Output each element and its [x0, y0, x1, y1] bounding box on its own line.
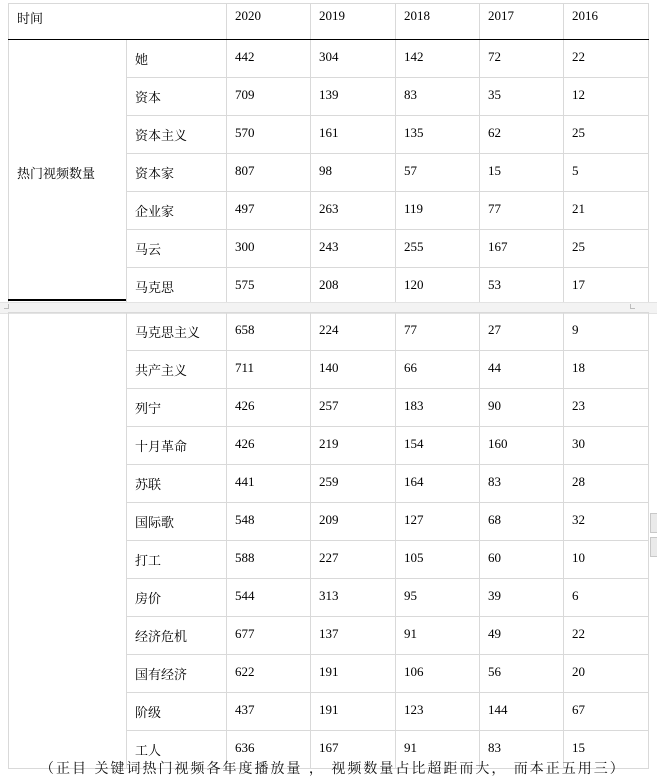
value-cell: 6 [564, 579, 649, 617]
value-cell: 167 [480, 230, 564, 268]
value-cell: 27 [480, 313, 564, 351]
table-row [9, 313, 649, 351]
term-cell: 她 [127, 40, 227, 78]
table-caption: （正目 关键词热门视频各年度播放量 ， 视频数量占比超距而大， 而本正五用三） [40, 761, 626, 777]
term-cell: 马云 [127, 230, 227, 268]
value-cell: 164 [396, 465, 480, 503]
value-cell: 711 [227, 351, 311, 389]
term-cell: 列宁 [127, 389, 227, 427]
page-corner-mark [4, 304, 9, 309]
value-cell: 44 [480, 351, 564, 389]
value-cell: 17 [564, 268, 649, 306]
value-cell: 548 [227, 503, 311, 541]
value-cell: 127 [396, 503, 480, 541]
term-cell: 马克思主义 [127, 313, 227, 351]
value-cell: 106 [396, 655, 480, 693]
value-cell: 15 [564, 731, 649, 769]
value-cell: 66 [396, 351, 480, 389]
value-cell: 636 [227, 731, 311, 769]
term-cell: 国际歌 [127, 503, 227, 541]
value-cell: 442 [227, 40, 311, 78]
section-underline [8, 299, 126, 301]
value-cell: 243 [311, 230, 396, 268]
value-cell: 98 [311, 154, 396, 192]
term-cell: 马克思 [127, 268, 227, 306]
value-cell: 304 [311, 40, 396, 78]
value-cell: 154 [396, 427, 480, 465]
value-cell: 56 [480, 655, 564, 693]
value-cell: 28 [564, 465, 649, 503]
value-cell: 91 [396, 617, 480, 655]
scroll-handle[interactable] [650, 537, 657, 557]
value-cell: 83 [396, 78, 480, 116]
value-cell: 77 [396, 313, 480, 351]
value-cell: 142 [396, 40, 480, 78]
value-cell: 257 [311, 389, 396, 427]
term-cell: 打工 [127, 541, 227, 579]
value-cell: 60 [480, 541, 564, 579]
value-cell: 570 [227, 116, 311, 154]
term-cell: 经济危机 [127, 617, 227, 655]
value-cell: 167 [311, 731, 396, 769]
value-cell: 139 [311, 78, 396, 116]
value-cell: 123 [396, 693, 480, 731]
term-cell: 资本 [127, 78, 227, 116]
value-cell: 437 [227, 693, 311, 731]
value-cell: 32 [564, 503, 649, 541]
value-cell: 67 [564, 693, 649, 731]
term-cell: 企业家 [127, 192, 227, 230]
value-cell: 10 [564, 541, 649, 579]
value-cell: 77 [480, 192, 564, 230]
value-cell: 160 [480, 427, 564, 465]
value-cell: 68 [480, 503, 564, 541]
value-cell: 15 [480, 154, 564, 192]
value-cell: 709 [227, 78, 311, 116]
value-cell: 95 [396, 579, 480, 617]
value-cell: 22 [564, 617, 649, 655]
value-cell: 25 [564, 230, 649, 268]
value-cell: 255 [396, 230, 480, 268]
value-cell: 658 [227, 313, 311, 351]
value-cell: 83 [480, 465, 564, 503]
value-cell: 208 [311, 268, 396, 306]
value-cell: 263 [311, 192, 396, 230]
value-cell: 91 [396, 731, 480, 769]
value-cell: 426 [227, 427, 311, 465]
value-cell: 313 [311, 579, 396, 617]
year-header: 2018 [396, 4, 480, 40]
term-cell: 资本家 [127, 154, 227, 192]
value-cell: 83 [480, 731, 564, 769]
value-cell: 161 [311, 116, 396, 154]
value-cell: 105 [396, 541, 480, 579]
value-cell: 622 [227, 655, 311, 693]
year-header: 2020 [227, 4, 311, 40]
value-cell: 62 [480, 116, 564, 154]
value-cell: 191 [311, 693, 396, 731]
value-cell: 191 [311, 655, 396, 693]
year-header: 2017 [480, 4, 564, 40]
value-cell: 35 [480, 78, 564, 116]
value-cell: 300 [227, 230, 311, 268]
value-cell: 588 [227, 541, 311, 579]
value-cell: 119 [396, 192, 480, 230]
value-cell: 39 [480, 579, 564, 617]
value-cell: 183 [396, 389, 480, 427]
value-cell: 497 [227, 192, 311, 230]
value-cell: 227 [311, 541, 396, 579]
value-cell: 544 [227, 579, 311, 617]
value-cell: 49 [480, 617, 564, 655]
term-cell: 共产主义 [127, 351, 227, 389]
value-cell: 426 [227, 389, 311, 427]
value-cell: 224 [311, 313, 396, 351]
group-label: 热门视频数量 [9, 40, 127, 306]
value-cell: 20 [564, 655, 649, 693]
value-cell: 5 [564, 154, 649, 192]
value-cell: 259 [311, 465, 396, 503]
value-cell: 140 [311, 351, 396, 389]
value-cell: 135 [396, 116, 480, 154]
value-cell: 12 [564, 78, 649, 116]
value-cell: 137 [311, 617, 396, 655]
value-cell: 30 [564, 427, 649, 465]
term-cell: 房价 [127, 579, 227, 617]
term-cell: 苏联 [127, 465, 227, 503]
term-cell: 十月革命 [127, 427, 227, 465]
value-cell: 18 [564, 351, 649, 389]
keyword-table-page2 [8, 312, 649, 769]
value-cell: 21 [564, 192, 649, 230]
value-cell: 441 [227, 465, 311, 503]
table-header-row [9, 4, 649, 40]
value-cell: 209 [311, 503, 396, 541]
term-cell: 工人 [127, 731, 227, 769]
year-header: 2019 [311, 4, 396, 40]
value-cell: 23 [564, 389, 649, 427]
value-cell: 90 [480, 389, 564, 427]
value-cell: 25 [564, 116, 649, 154]
value-cell: 144 [480, 693, 564, 731]
header-label: 时间 [9, 4, 227, 40]
value-cell: 53 [480, 268, 564, 306]
term-cell: 国有经济 [127, 655, 227, 693]
value-cell: 72 [480, 40, 564, 78]
value-cell: 807 [227, 154, 311, 192]
term-cell: 阶级 [127, 693, 227, 731]
year-header: 2016 [564, 4, 649, 40]
term-cell: 资本主义 [127, 116, 227, 154]
page-corner-mark [630, 304, 635, 309]
value-cell: 22 [564, 40, 649, 78]
scroll-handle[interactable] [650, 513, 657, 533]
keyword-table-page1 [8, 3, 649, 306]
value-cell: 57 [396, 154, 480, 192]
value-cell: 9 [564, 313, 649, 351]
value-cell: 677 [227, 617, 311, 655]
value-cell: 575 [227, 268, 311, 306]
table-row [9, 40, 649, 78]
group-label-continued [9, 313, 127, 769]
value-cell: 120 [396, 268, 480, 306]
value-cell: 219 [311, 427, 396, 465]
